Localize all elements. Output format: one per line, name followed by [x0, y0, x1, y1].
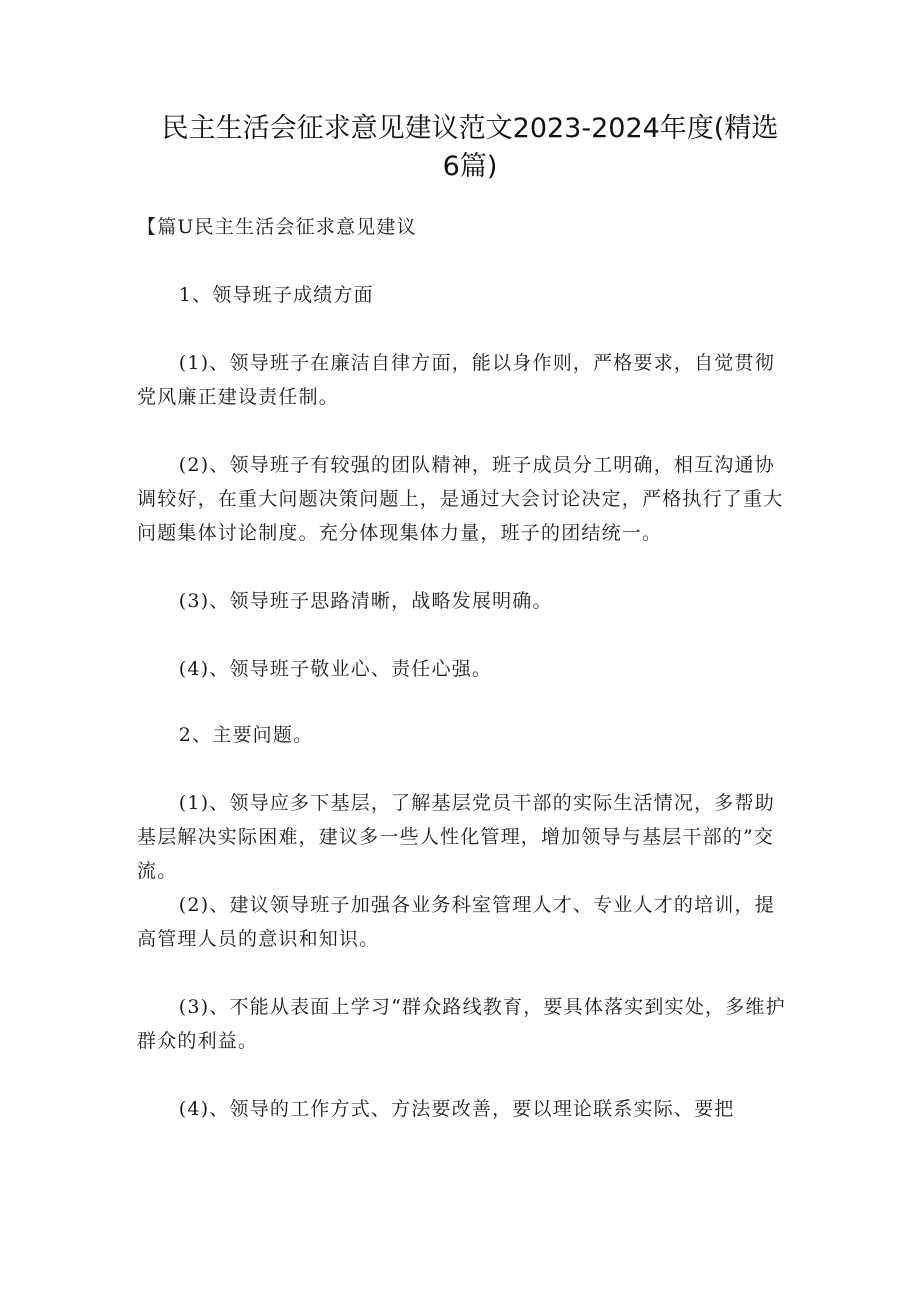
paragraph-7: (1)、领导应多下基层，了解基层党员干部的实际生活情况，多帮助基层解决实际困难，建议多一些人性化管理，增加领导与基层干部的”交流。: [137, 792, 775, 882]
paragraph-2: (1)、领导班子在廉洁自律方面，能以身作则，严格要求，自觉贯彻党风廉正建设责任制。: [137, 352, 775, 408]
document-title: 民主生活会征求意见建议范文2023-2024年度(精选6篇): [161, 113, 779, 182]
paragraph-6: 2、主要问题。: [178, 724, 314, 746]
paragraph-1: 1、领导班子成绩方面: [178, 284, 374, 306]
paragraph-8: (2)、建议领导班子加强各业务科室管理人才、专业人才的培训，提高管理人员的意识和知识。: [137, 894, 775, 950]
paragraph-10: (4)、领导的工作方式、方法要改善，要以理论联系实际、要把: [178, 1098, 735, 1120]
paragraph-5: (4)、领导班子敬业心、责任心强。: [178, 658, 493, 680]
paragraph-9: (3)、不能从表面上学习“群众路线教育，要具体落实到实处，多维护群众的利益。: [137, 996, 786, 1052]
paragraph-3: (2)、领导班子有较强的团队精神，班子成员分工明确，相互沟通协调较好，在重大问题决策问题上，是通过大会讨论决定，严格执行了重大问题集体讨论制度。充分体现集体力量，班子的团结统一。: [137, 454, 784, 544]
paragraph-4: (3)、领导班子思路清晰，战略发展明确。: [178, 590, 553, 612]
section-heading: 【篇U民主生活会征求意见建议: [137, 216, 417, 238]
